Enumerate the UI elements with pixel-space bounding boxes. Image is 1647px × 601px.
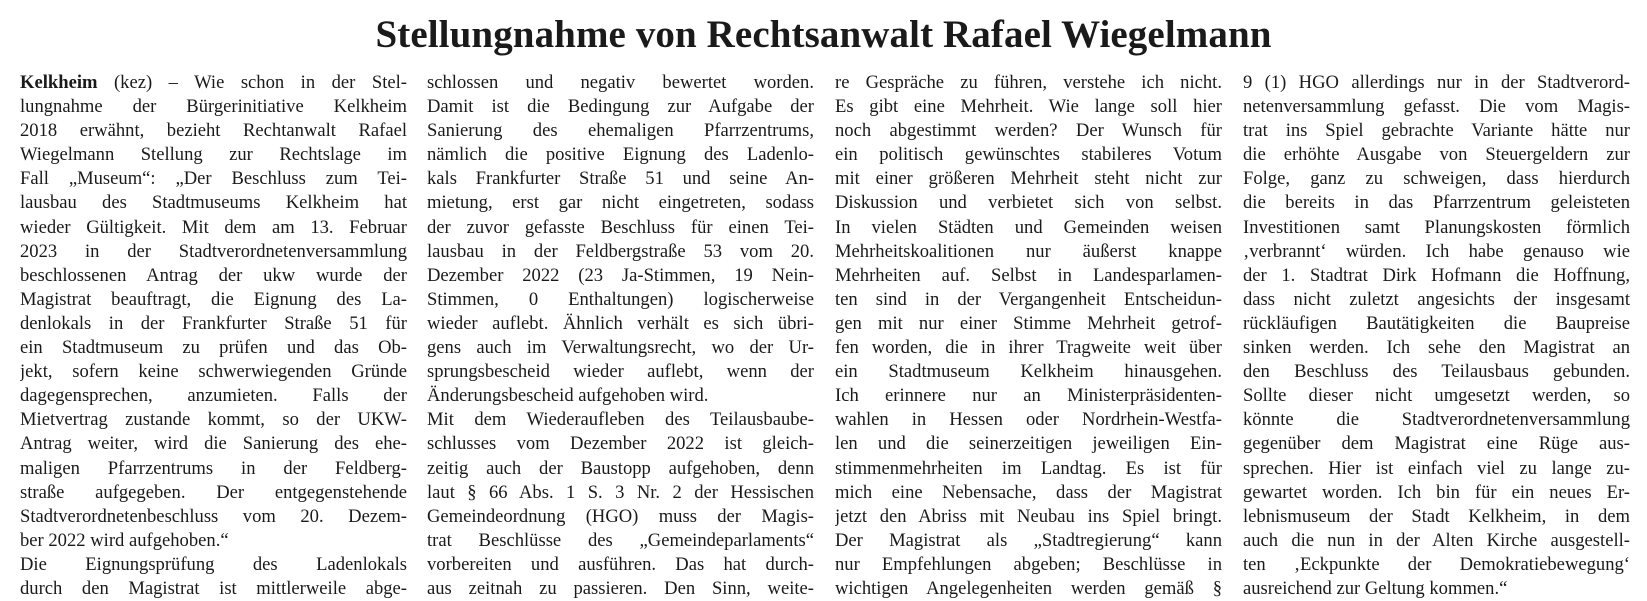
article-line: ausreichend zur Geltung kommen.“ xyxy=(1243,577,1508,599)
article-line: lausbau des Stadtmuseums Kelkheim hat xyxy=(20,192,407,214)
article-line: Dezember 2022 (23 Ja-Stimmen, 19 Nein- xyxy=(427,264,814,286)
article-line: der zuvor gefasste Beschluss für einen Tei- xyxy=(427,216,814,238)
article-line: straße aufgegeben. Der entgegenstehende xyxy=(20,481,407,503)
article-line: re Gespräche zu führen, verstehe ich nicht. xyxy=(835,72,1222,93)
article-line: nur Empfehlungen abgeben; Beschlüsse in xyxy=(835,553,1222,575)
article-column-1 xyxy=(20,71,407,601)
article-line: ein politisch gewünschtes stabileres Votum xyxy=(835,144,1222,166)
article-line: lebnismuseum der Stadt Kelkheim, in dem xyxy=(1243,505,1630,527)
article-line: lungnahme der Bürgerinitiative Kelkheim xyxy=(20,96,407,118)
article-line: könnte die Stadtverordnetenversammlung xyxy=(1243,409,1630,431)
article-line: schlusses vom Dezember 2022 ist gleich- xyxy=(427,433,814,455)
article-line: Mit dem Wiederaufleben des Teilausbaube- xyxy=(427,409,814,431)
article-column-4 xyxy=(1243,71,1630,601)
article-line: zeitig auch der Baustopp aufgehoben, denn xyxy=(427,457,814,479)
article-line: Stadtverordnetenbeschluss vom 20. Dezem- xyxy=(20,505,407,527)
article-line: ten sind in der Vergangenheit Entscheidun- xyxy=(835,288,1222,310)
article-line: ten ‚Eckpunkte der Demokratiebewegung‘ xyxy=(1243,553,1630,575)
article-line: 2018 erwähnt, bezieht Rechtanwalt Rafael xyxy=(20,120,407,142)
article-line: Die Eignungsprüfung des Ladenlokals xyxy=(20,553,407,575)
article-line: wieder auflebt. Ähnlich verhält es sich übri- xyxy=(427,312,814,334)
article-line: Mehrheitskoalitionen nur äußerst knappe xyxy=(835,240,1222,262)
article-column-3 xyxy=(835,71,1222,601)
article-line: Investitionen samt Planungskosten förmlich xyxy=(1243,216,1630,238)
article-line: mit einer größeren Mehrheit steht nicht zur xyxy=(835,168,1222,190)
article-line: wieder Gültigkeit. Mit dem am 13. Februar xyxy=(20,216,407,238)
article-line: auch die nun in der Alten Kirche ausgestell- xyxy=(1243,529,1630,551)
article-line: Gemeindeordnung (HGO) muss der Magis- xyxy=(427,505,814,527)
article-line: vorbereiten und ausführen. Das hat durch- xyxy=(427,553,814,575)
article-line: Fall „Museum“: „Der Beschluss zum Tei- xyxy=(20,168,407,190)
article-line: Änderungsbescheid aufgehoben wird. xyxy=(427,385,709,407)
article-line: maligen Pfarrzentrums in der Feldberg- xyxy=(20,457,407,479)
article-line: aus zeitnah zu passieren. Den Sinn, weite- xyxy=(427,577,814,599)
article-line: durch den Magistrat ist mittlerweile abge- xyxy=(20,577,407,599)
article-line: laut § 66 Abs. 1 S. 3 Nr. 2 der Hessischen xyxy=(427,481,814,503)
article-line: noch abgestimmt werden? Der Wunsch für xyxy=(835,120,1222,142)
article-line: den Beschluss des Teilausbaus gebunden. xyxy=(1243,361,1630,383)
article-line: Wiegelmann Stellung zur Rechtslage im xyxy=(20,144,407,166)
article-line: jekt, sofern keine schwerwiegenden Gründe xyxy=(20,361,407,383)
article-line: gegenüber dem Magistrat eine Rüge aus- xyxy=(1243,433,1630,455)
article-column-2 xyxy=(427,71,814,601)
article-line: 9 (1) HGO allerdings nur in der Stadtverord- xyxy=(1243,72,1630,93)
article-line-text: (kez) – Wie schon in der Stel- xyxy=(97,72,407,93)
article-line: ‚verbrannt‘ würden. Ich habe genauso wie xyxy=(1243,240,1630,262)
article-headline: Stellungnahme von Rechtsanwalt Rafael Wiegelmann xyxy=(375,13,1272,56)
article-line: 2023 in der Stadtverordnetenversammlung xyxy=(20,240,407,262)
article-line: Antrag weiter, wird die Sanierung des ehe- xyxy=(20,433,407,455)
article-line: jetzt den Abriss mit Neubau ins Spiel bringt. xyxy=(835,505,1222,527)
article-line: dagegensprechen, anzumieten. Falls der xyxy=(20,385,407,407)
article-line: wichtigen Angelegenheiten werden gemäß § xyxy=(835,577,1222,599)
article-line: Damit ist die Bedingung zur Aufgabe der xyxy=(427,96,814,118)
article-line: ein Stadtmuseum Kelkheim hinausgehen. xyxy=(835,361,1222,383)
article-line: Sollte dieser nicht umgesetzt werden, so xyxy=(1243,385,1630,407)
article-line: Ich erinnere nur an Ministerpräsidenten- xyxy=(835,385,1222,407)
article-line: Sanierung des ehemaligen Pfarrzentrums, xyxy=(427,120,814,142)
article-line: nämlich die positive Eignung des Ladenlo- xyxy=(427,144,814,166)
article-line: sprungsbescheid wieder auflebt, wenn der xyxy=(427,361,814,383)
article-line: gens auch im Verwaltungsrecht, wo der Ur- xyxy=(427,337,814,359)
article-line: ein Stadtmuseum zu prüfen und das Ob- xyxy=(20,337,407,359)
dateline: Kelkheim xyxy=(20,72,98,93)
article-line: netenversammlung gefasst. Die vom Magis- xyxy=(1243,96,1630,118)
article-line: trat Beschlüsse des „Gemeindeparlaments“ xyxy=(427,529,814,551)
article-line: mietung, erst gar nicht eingetreten, sodass xyxy=(427,192,814,214)
article-line: mich eine Nebensache, dass der Magistrat xyxy=(835,481,1222,503)
article-line: rückläufigen Bautätigkeiten die Baupreise xyxy=(1243,312,1630,334)
article-line: sprechen. Hier ist einfach viel zu lange zu- xyxy=(1243,457,1630,479)
article-line: Der Magistrat als „Stadtregierung“ kann xyxy=(835,529,1222,551)
article-line: die bereits in das Pfarrzentrum geleisteten xyxy=(1243,192,1630,214)
article-line: fen worden, die in ihrer Tragweite weit über xyxy=(835,337,1222,359)
article-line: der 1. Stadtrat Dirk Hofmann die Hoffnung, xyxy=(1243,264,1630,286)
article-line: sinken werden. Ich sehe den Magistrat an xyxy=(1243,337,1630,359)
article-line: len und die seinerzeitigen jeweiligen Ein- xyxy=(835,433,1222,455)
article-line: gen mit nur einer Stimme Mehrheit getrof- xyxy=(835,312,1222,334)
article-line xyxy=(20,71,407,95)
article-line: Folge, ganz zu schweigen, dass hierdurch xyxy=(1243,168,1630,190)
article-line: ber 2022 wird aufgehoben.“ xyxy=(20,529,229,551)
article-line: beschlossenen Antrag der ukw wurde der xyxy=(20,264,407,286)
article-line: Stimmen, 0 Enthaltungen) logischerweise xyxy=(427,288,814,310)
article-line: trat ins Spiel gebrachte Variante hätte nur xyxy=(1243,120,1630,142)
article-line: Diskussion und verbietet sich von selbst. xyxy=(835,192,1222,214)
article-line: Es gibt eine Mehrheit. Wie lange soll hier xyxy=(835,96,1222,118)
article-line: In vielen Städten und Gemeinden weisen xyxy=(835,216,1222,238)
article-line: wahlen in Hessen oder Nordrhein-Westfa- xyxy=(835,409,1222,431)
article-line: gewartet worden. Ich bin für ein neues Er- xyxy=(1243,481,1630,503)
article-line: Magistrat beauftragt, die Eignung des La- xyxy=(20,288,407,310)
article-line: stimmenmehrheiten im Landtag. Es ist für xyxy=(835,457,1222,479)
article-line: die erhöhte Ausgabe von Steuergeldern zur xyxy=(1243,144,1630,166)
article-line: schlossen und negativ bewertet worden. xyxy=(427,72,814,93)
article-line: Mietvertrag zustande kommt, so der UKW- xyxy=(20,409,407,431)
article-line: kals Frankfurter Straße 51 und seine An- xyxy=(427,168,814,190)
article-line: dass nicht zuletzt angesichts der insgesamt xyxy=(1243,288,1630,310)
article-line: Mehrheiten auf. Selbst in Landesparlamen- xyxy=(835,264,1222,286)
article-line: lausbau in der Feldbergstraße 53 vom 20. xyxy=(427,240,814,262)
article-line: denlokals in der Frankfurter Straße 51 für xyxy=(20,312,407,334)
